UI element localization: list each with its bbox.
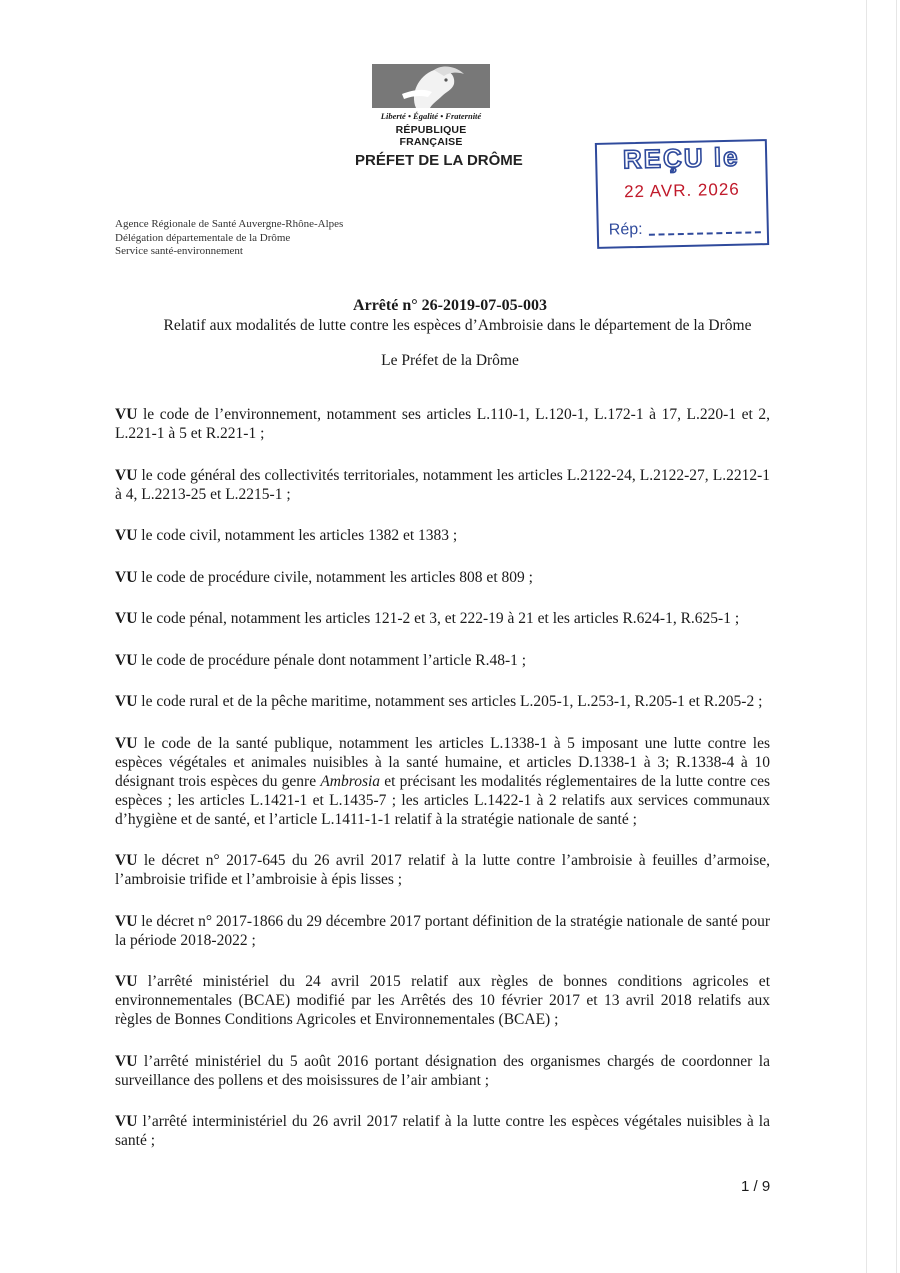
visa-paragraph	[115, 912, 770, 950]
visa-paragraph	[115, 405, 770, 443]
visa-text: le code de la santé publique, notamment les articles L.1338-1 à 5 imposant une lutte contre les espèces végétales et animales nuisibles à la santé humaine, et articles D.1338-1 à 3; R.1338-4 à 10 désignant trois espèces du genre	[115, 734, 770, 790]
visa-text: le code de procédure civile, notamment les articles 808 et 809 ;	[137, 568, 533, 586]
marianne-logo-icon	[372, 64, 490, 108]
visa-paragraph	[115, 651, 770, 670]
visa-text: l’arrêté ministériel du 24 avril 2015 relatif aux règles de bonnes conditions agricoles et environnementales (BCAE) modifié par les Arrêtés des 10 février 2017 et 13 avril 2018 relatifs aux règles de Bonnes Conditions Agricoles et Environnementales (BCAE) ;	[115, 973, 770, 1028]
visa-text: le code rural et de la pêche maritime, notamment ses articles L.205-1, L.253-1, R.205-1 et R.205-2 ;	[137, 693, 763, 710]
visa-text: l’arrêté interministériel du 26 avril 2017 relatif à la lutte contre les espèces végétales nuisibles à la santé ;	[115, 1113, 770, 1149]
visa-paragraph	[115, 1112, 770, 1150]
arrete-subtitle: Relatif aux modalités de lutte contre les espèces d’Ambroisie dans le département de la Drôme	[163, 317, 752, 334]
visa-text: le décret n° 2017-1866 du 29 décembre 2017 portant définition de la stratégie nationale de santé pour la période 2018-2022 ;	[115, 912, 770, 949]
prefet-heading: PRÉFET DE LA DRÔME	[355, 152, 523, 169]
visa-paragraph	[115, 466, 770, 504]
visa-text: le code pénal, notamment les articles 121-2 et 3, et 222-19 à 21 et les articles R.624-1, R.625-1 ;	[137, 610, 740, 627]
visa-italic-term: Ambrosia	[320, 772, 381, 790]
stamp-date: 22 AVR. 2026	[623, 179, 740, 202]
visa-text: le code général des collectivités territoriales, notamment les articles L.2122-24, L.2122-27, L.2212-1 à 4, L.2213-25 et L.2215-1 ;	[115, 466, 770, 503]
visa-text: le code de procédure pénale dont notamment l’article R.48-1 ;	[137, 651, 527, 669]
visa-paragraph	[115, 851, 770, 889]
vu-label: VU	[115, 406, 138, 423]
republic-motto: Liberté • Égalité • Fraternité	[380, 111, 482, 121]
vu-label: VU	[115, 466, 138, 484]
visa-text: le code de l’environnement, notamment ses articles L.110-1, L.120-1, L.172-1 à 17, L.220-1 et 2, L.221-1 à 5 et R.221-1 ;	[115, 406, 770, 442]
vu-label: VU	[115, 568, 138, 586]
received-stamp	[595, 139, 769, 249]
prefet-line: Le Préfet de la Drôme	[381, 352, 519, 369]
visa-paragraph	[115, 568, 770, 587]
visa-paragraph	[115, 1052, 770, 1090]
agency-line: Service santé-environnement	[115, 245, 243, 257]
visa-paragraph	[115, 734, 770, 829]
page-number: 1 / 9	[741, 1178, 771, 1195]
vu-label: VU	[115, 912, 138, 930]
page-edge-line	[896, 0, 897, 1273]
arrete-heading	[0, 296, 900, 336]
vu-label: VU	[115, 1113, 138, 1130]
republique-francaise: RÉPUBLIQUE FRANÇAISE	[395, 124, 467, 148]
vu-label: VU	[115, 734, 138, 752]
vu-label: VU	[115, 527, 138, 544]
agency-line: Agence Régionale de Santé Auvergne-Rhône-Alpes	[115, 218, 344, 230]
vu-label: VU	[115, 1052, 138, 1070]
vu-label: VU	[115, 651, 138, 669]
visa-paragraph	[115, 692, 770, 711]
arrete-title: Arrêté n° 26-2019-07-05-003	[353, 297, 547, 314]
stamp-rep-label: Rép:	[608, 220, 643, 239]
stamp-recu-label: REÇU le	[622, 141, 740, 175]
visa-text: le code civil, notamment les articles 1382 et 1383 ;	[137, 527, 458, 544]
visa-text: le décret n° 2017-645 du 26 avril 2017 relatif à la lutte contre l’ambroisie à feuilles d’armoise, l’ambroisie trifide et l’ambroisie à épis lisses ;	[115, 852, 770, 888]
visa-text: l’arrêté ministériel du 5 août 2016 portant désignation des organismes chargés de coordonner la surveillance des pollens et des moisissures de l’air ambiant ;	[115, 1052, 770, 1089]
vu-label: VU	[115, 973, 138, 990]
agency-block	[115, 218, 343, 259]
visa-text: et précisant les modalités réglementaires de la lutte contre ces espèces ; les articles L.1421-1 et L.1435-7 ; les articles L.1422-1 à 2 relatifs aux services communaux d’hygiène et de santé, et l’article L.1411-1-1 relatif à la stratégie nationale de santé ;	[115, 772, 770, 828]
visas-list	[115, 405, 770, 1173]
agency-line: Délégation départementale de la Drôme	[115, 231, 291, 244]
vu-label: VU	[115, 852, 138, 869]
visa-paragraph	[115, 972, 770, 1029]
vu-label: VU	[115, 610, 138, 627]
page-edge-line	[866, 0, 867, 1273]
visa-paragraph	[115, 609, 770, 628]
visa-paragraph	[115, 526, 770, 545]
vu-label: VU	[115, 693, 138, 710]
